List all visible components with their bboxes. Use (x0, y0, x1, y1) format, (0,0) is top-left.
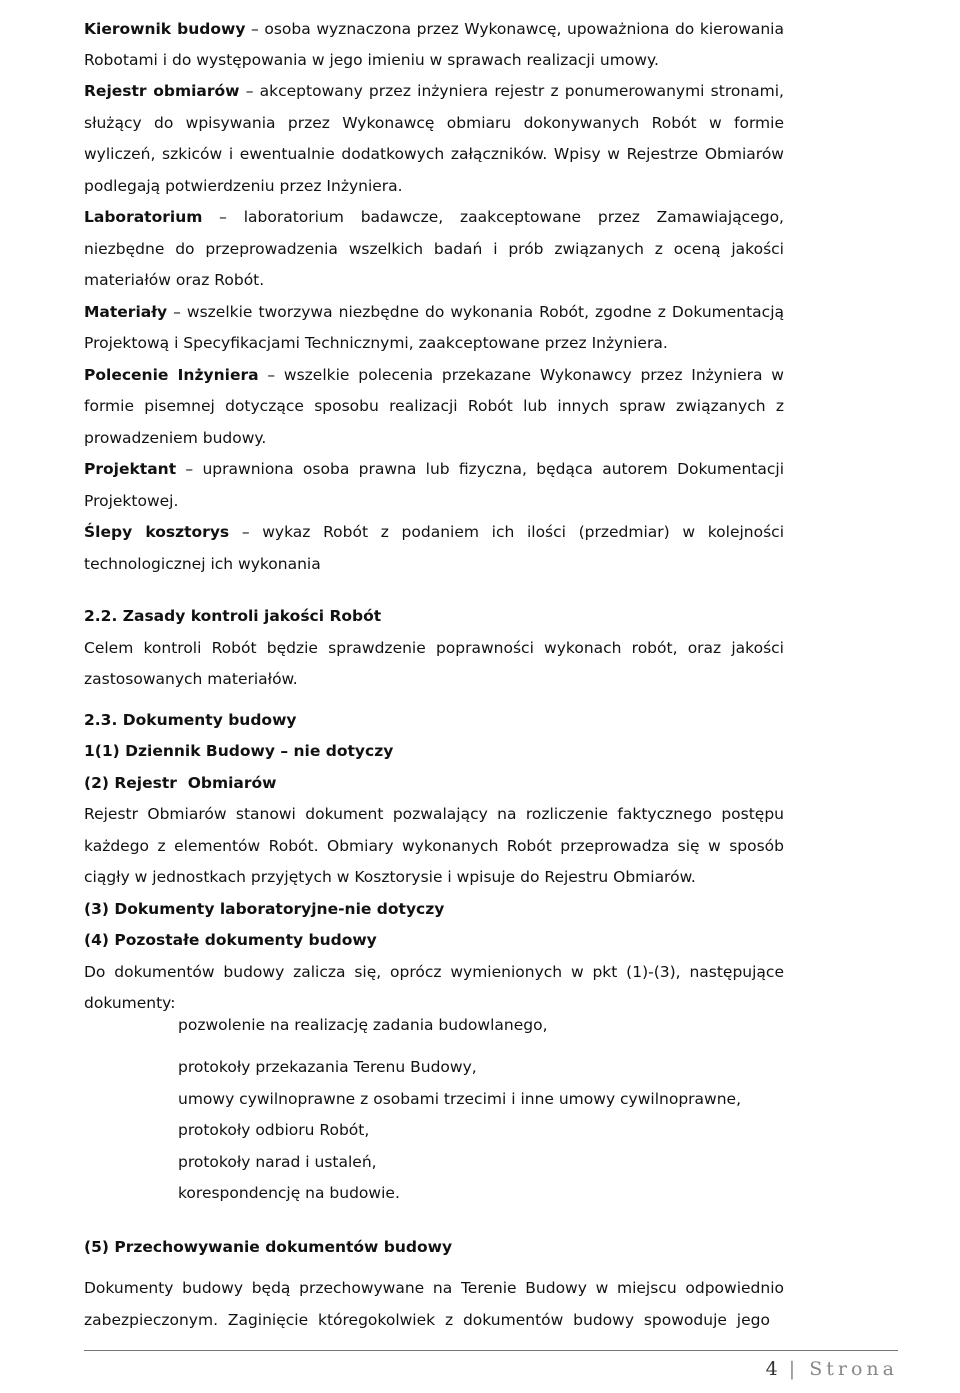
term: Rejestr obmiarów (84, 82, 240, 100)
definition-polecenie-inzyniera: Polecenie Inżyniera – wszelkie polecenia przekazane Wykonawcy przez Inżyniera w formie pisemnej dotyczące sposobu realizacji Robót lub innych spraw związanych z prowadzeniem budowy. (84, 365, 784, 447)
spacer (84, 1263, 784, 1273)
definition-text: wszelkie tworzywa niezbędne do wykonania Robót, zgodne z Dokumentacją Projektową i Specyfikacjami Technicznymi, zaakceptowane przez Inżyniera. (84, 302, 784, 352)
term: Laboratorium (84, 208, 203, 226)
subsection-pozostale-dokumenty-body: Do dokumentów budowy zalicza się, oprócz wymienionych w pkt (1)-(3), następujące dokumenty: (84, 962, 784, 1012)
term: Kierownik budowy (84, 20, 246, 38)
term: Ślepy kosztorys (84, 523, 230, 541)
spacer (84, 580, 784, 601)
definition-text: uprawniona osoba prawna lub fizyczna, będąca autorem Dokumentacji Projektowej. (84, 460, 784, 510)
subsection-dokumenty-laboratoryjne: (3) Dokumenty laboratoryjne-nie dotyczy (84, 899, 445, 918)
section-2-3-heading: 2.3. Dokumenty budowy (84, 710, 297, 729)
definition-text: akceptowany przez inżyniera rejestr z ponumerowanymi stronami, służący do wpisywania przez Wykonawcę obmiaru dokonywanych Robót w formie wyliczeń, szkiców i ewentualnie dodatkowych załączników. Wpisy w Rejestrze Obmiarów podlegają potwierdzeniu przez Inżyniera. (84, 82, 784, 195)
definition-laboratorium: Laboratorium – laboratorium badawcze, zaakceptowane przez Zamawiającego, niezbędne do przeprowadzenia wszelkich badań i prób związanych z oceną jakości materiałów oraz Robót. (84, 208, 784, 289)
page-footer (84, 1350, 898, 1390)
list-item: protokoły odbioru Robót, (178, 1121, 370, 1139)
definition-projektant: Projektant – uprawniona osoba prawna lub fizyczna, będąca autorem Dokumentacji Projektowej. (84, 460, 784, 510)
term: Materiały (84, 302, 168, 321)
spacer (84, 1210, 784, 1232)
page-label: Strona (809, 1358, 898, 1380)
list-item: korespondencję na budowie. (178, 1184, 400, 1202)
list-item: umowy cywilnoprawne z osobami trzecimi i inne umowy cywilnoprawne, (178, 1089, 742, 1108)
definition-text: laboratorium badawcze, zaakceptowane przez Zamawiającego, niezbędne do przeprowadzenia wszelkich badań i prób związanych z oceną jakości materiałów oraz Robót. (84, 208, 784, 289)
subsection-przechowywanie: (5) Przechowywanie dokumentów budowy (84, 1237, 453, 1256)
definition-materialy: Materiały – wszelkie tworzywa niezbędne do wykonania Robót, zgodne z Dokumentacją Projektową i Specyfikacjami Technicznymi, zaakceptowane przez Inżyniera. (84, 302, 784, 352)
definition-kierownik-budowy: Kierownik budowy – osoba wyznaczona przez Wykonawcę, upoważniona do kierowania Robotami i do występowania w jego imieniu w sprawach realizacji umowy. (84, 20, 784, 69)
page-number-label (766, 1358, 898, 1380)
subsection-dziennik-budowy: 1(1) Dziennik Budowy – nie dotyczy (84, 742, 394, 760)
definition-text: wszelkie polecenia przekazane Wykonawcy przez Inżyniera w formie pisemnej dotyczące sposobu realizacji Robót lub innych spraw związanych z prowadzeniem budowy. (84, 365, 784, 447)
page-number-separator: | (788, 1358, 800, 1380)
document-page (84, 14, 789, 1336)
term: Polecenie Inżyniera (84, 365, 259, 384)
list-item: pozwolenie na realizację zadania budowlanego, (178, 1015, 548, 1034)
list-item: protokoły przekazania Terenu Budowy, (178, 1058, 477, 1076)
spacer (84, 696, 784, 705)
subsection-rejestr-obmiarow: (2) Rejestr Obmiarów (84, 773, 277, 792)
definition-text: wykaz Robót z podaniem ich ilości (przedmiar) w kolejności technologicznej ich wykonania (84, 523, 785, 573)
definition-slepy-kosztorys: Ślepy kosztorys – wykaz Robót z podaniem ich ilości (przedmiar) w kolejności technologicznej ich wykonania (84, 523, 785, 573)
subsection-rejestr-obmiarow-body: Rejestr Obmiarów stanowi dokument pozwalający na rozliczenie faktycznego postępu każdego z elementów Robót. Obmiary wykonanych Robót przeprowadza się w sposób ciągły w jednostkach przyjętych w Kosztorysie i wpisuje do Rejestru Obmiarów. (84, 805, 784, 886)
definition-text: osoba wyznaczona przez Wykonawcę, upoważniona do kierowania Robotami i do występowania w jego imieniu w sprawach realizacji umowy. (84, 20, 784, 69)
term: Projektant (84, 460, 177, 478)
page-number: 4 (765, 1358, 779, 1380)
footer-divider (84, 1350, 898, 1351)
list-item: protokoły narad i ustaleń, (178, 1152, 377, 1171)
definition-rejestr-obmiarow: Rejestr obmiarów – akceptowany przez inżyniera rejestr z ponumerowanymi stronami, służący do wpisywania przez Wykonawcę obmiaru dokonywanych Robót w formie wyliczeń, szkiców i ewentualnie dodatkowych załączników. Wpisy w Rejestrze Obmiarów podlegają potwierdzeniu przez Inżyniera. (84, 82, 784, 195)
subsection-pozostale-dokumenty: (4) Pozostałe dokumenty budowy (84, 931, 377, 949)
section-2-2-body: Celem kontroli Robót będzie sprawdzenie poprawności wykonach robót, oraz jakości zastosowanych materiałów. (84, 638, 784, 688)
section-2-2-heading: 2.2. Zasady kontroli jakości Robót (84, 607, 382, 625)
document-list (178, 1010, 878, 1210)
subsection-przechowywanie-body: Dokumenty budowy będą przechowywane na Terenie Budowy w miejscu odpowiednio zabezpieczonym. Zaginięcie któregokolwiek z dokumentów budowy spowoduje jego (84, 1279, 789, 1329)
